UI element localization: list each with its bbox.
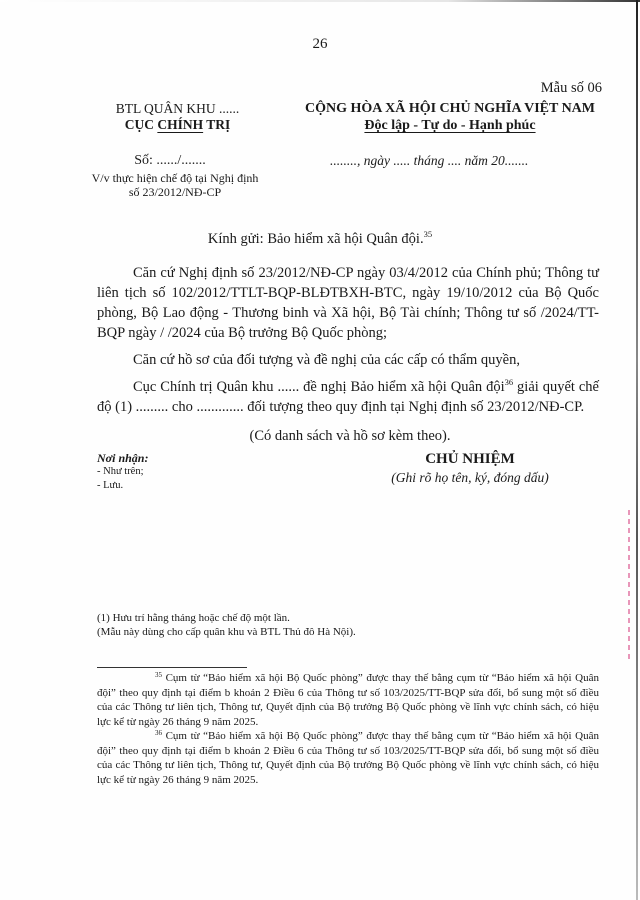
footnote-ref-35[interactable]: 35: [423, 229, 433, 239]
margin-stamp-mark: [628, 510, 630, 660]
issuing-org-underlined: CHÍNH: [157, 117, 204, 132]
recipients-title: Nơi nhận:: [97, 451, 149, 465]
issuing-org: [85, 117, 270, 133]
signer-title: CHỦ NHIỆM: [425, 451, 515, 467]
salutation: [0, 231, 640, 248]
recipient-item: - Lưu.: [97, 480, 124, 491]
recipient-item: - Như trên;: [97, 466, 144, 477]
footnote-number: 36: [155, 729, 162, 737]
issuing-org-parent: BTL QUÂN KHU ......: [115, 101, 240, 116]
national-title: CỘNG HÒA XÃ HỘI CHỦ NGHĨA VIỆT NAM: [304, 101, 595, 116]
footnote-35: [97, 671, 599, 729]
signer-note: (Ghi rõ họ tên, ký, đóng dấu): [391, 470, 549, 485]
page-number: 26: [312, 36, 328, 52]
footnote-separator: [97, 667, 247, 668]
salutation-text: Kính gửi: Bảo hiểm xã hội Quân đội.: [207, 231, 424, 247]
document-number: Số: ....../.......: [134, 153, 206, 168]
form-number: Mẫu số 06: [540, 80, 602, 96]
issuing-org-prefix: CỤC: [124, 117, 158, 132]
document-subject: V/v thực hiện chế độ tại Nghị định số 23/2012/NĐ-CP: [91, 171, 259, 199]
body-paragraph-request: [97, 377, 599, 417]
footnote-text: Cụm từ “Bảo hiểm xã hội Bộ Quốc phòng” được thay thế bằng cụm từ “Bảo hiểm xã hội Quân đội” theo quy định tại điểm b khoản 2 Điều 6 của Thông tư số 103/2025/TT-BQP sửa đổi, bổ sung một số điều của các Thông tư liên tịch, Thông tư, Quyết định của Bộ trưởng Bộ Quốc phòng về lĩnh vực chính sách, có hiệu lực kể từ ngày 26 tháng 9 năm 2025.: [97, 672, 599, 728]
request-text-part2: giải quyết chế độ (1) ......... cho ............. đối tượng theo quy định tại Nghị định số 23/2012/NĐ-CP.: [97, 379, 599, 415]
document-body: [97, 263, 599, 424]
body-paragraph-dossier: Căn cứ hồ sơ của đối tượng và đề nghị của các cấp có thẩm quyền,: [133, 352, 520, 368]
footnote-text: Cụm từ “Bảo hiểm xã hội Bộ Quốc phòng” được thay thế bằng cụm từ “Bảo hiểm xã hội Quân đội” theo quy định tại điểm b khoản 2 Điều 6 của Thông tư số 103/2025/TT-BQP sửa đổi, bổ sung một số điều của các Thông tư liên tịch, Thông tư, Quyết định của Bộ trưởng Bộ Quốc phòng về lĩnh vực chính sách, có hiệu lực kể từ ngày 26 tháng 9 năm 2025.: [97, 730, 599, 786]
scan-edge-top: [0, 0, 640, 2]
explanatory-note: (1) Hưu trí hằng tháng hoặc chế độ một lần.: [97, 612, 290, 624]
footnote-number: 35: [155, 671, 162, 679]
attachment-note: (Có danh sách và hồ sơ kèm theo).: [249, 428, 451, 444]
footnote-36: [97, 729, 599, 787]
footnotes: [97, 671, 599, 787]
footnote-ref-36[interactable]: 36: [504, 377, 514, 387]
date-line: ........, ngày ..... tháng .... năm 20.......: [330, 153, 529, 168]
explanatory-note: (Mẫu này dùng cho cấp quân khu và BTL Thủ đô Hà Nội).: [97, 626, 356, 638]
national-motto: [280, 118, 620, 134]
request-text-part1: Cục Chính trị Quân khu ...... đề nghị Bảo hiểm xã hội Quân đội: [133, 379, 505, 395]
scan-edge-right: [636, 0, 638, 900]
national-motto-text: Độc lập - Tự do - Hạnh phúc: [364, 118, 536, 133]
issuing-org-suffix: TRỊ: [203, 117, 231, 132]
body-paragraph-legal-basis: Căn cứ Nghị định số 23/2012/NĐ-CP ngày 03/4/2012 của Chính phủ; Thông tư liên tịch số 102/2012/TTLT-BQP-BLĐTBXH-BTC, ngày 19/10/2012 của Bộ Quốc phòng, Bộ Lao động - Thương binh và Xã hội, Bộ Tài chính; Thông tư số /2024/TT-BQP ngày / /2024 của Bộ trưởng Bộ Quốc phòng;: [97, 265, 599, 341]
